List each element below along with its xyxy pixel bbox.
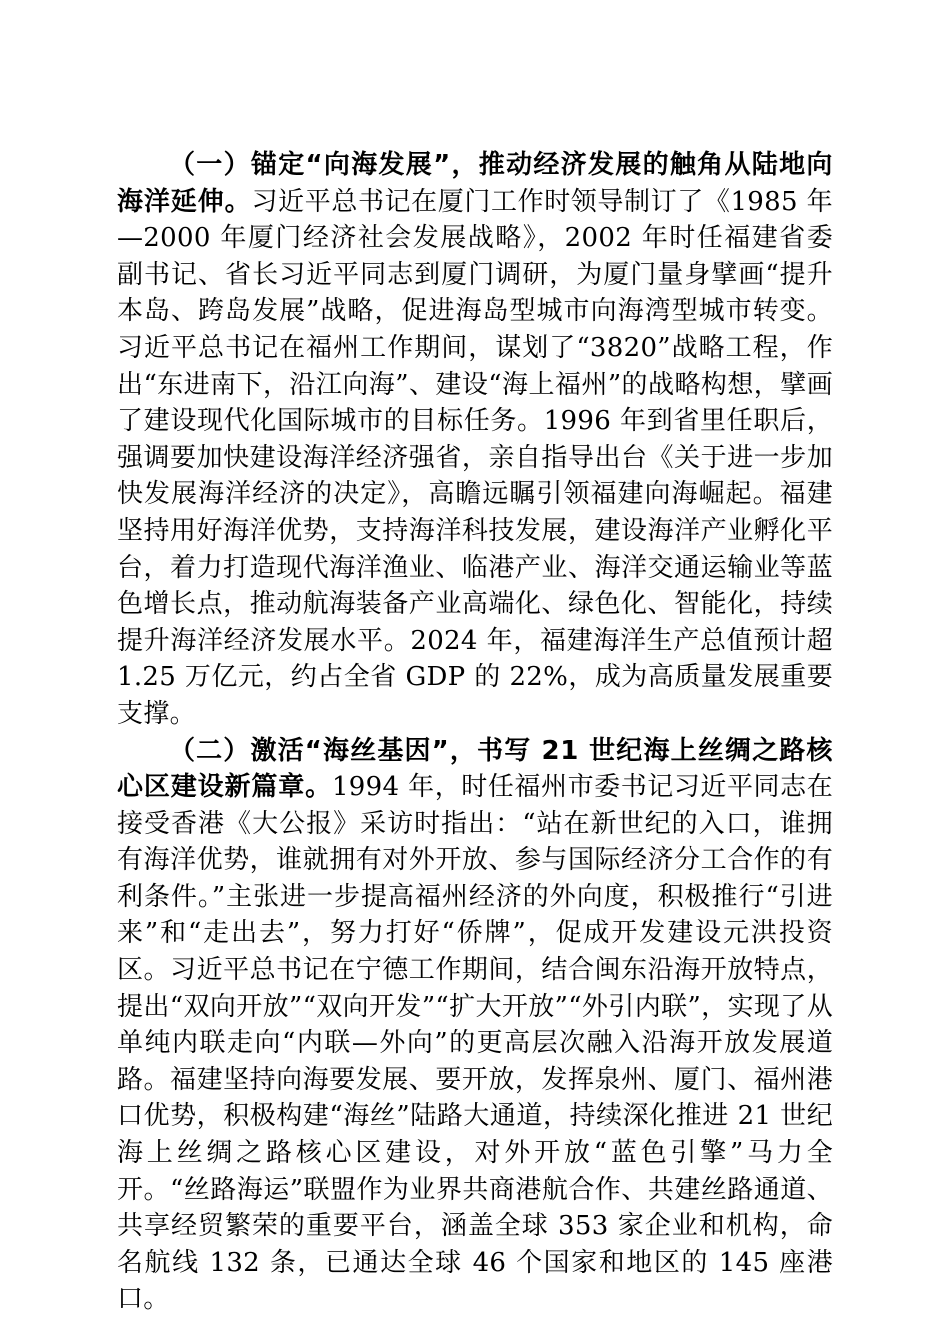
document-body (117, 147, 833, 1318)
paragraph-1 (117, 147, 833, 733)
paragraph-1-body: 习近平总书记在厦门工作时领导制订了《1985 年—2000 年厦门经济社会发展战略》，2002 年时任福建省委副书记、省长习近平同志到厦门调研，为厦门量身擘画“提升本岛、跨岛发展”战略，促进海岛型城市向海湾型城市转变。习近平总书记在福州工作期间，谋划了“3820”战略工程，作出“东进南下，沿江向海”、建设“海上福州”的战略构想，擘画了建设现代化国际城市的目标任务。1996 年到省里任职后，强调要加快建设海洋经济强省，亲自指导出台《关于进一步加快发展海洋经济的决定》，高瞻远瞩引领福建向海崛起。福建坚持用好海洋优势，支持海洋科技发展，建设海洋产业孵化平台，着力打造现代海洋渔业、临港产业、海洋交通运输业等蓝色增长点，推动航海装备产业高端化、绿色化、智能化，持续提升海洋经济发展水平。2024 年，福建海洋生产总值预计超 1.25 万亿元，约占全省 GDP 的 22%，成为高质量发展重要支撑。 (117, 186, 833, 729)
paragraph-2-body: 1994 年，时任福州市委书记习近平同志在接受香港《大公报》采访时指出：“站在新世纪的入口，谁拥有海洋优势，谁就拥有对外开放、参与国际经济分工合作的有利条件。”主张进一步提高福州经济的外向度，积极推行“引进来”和“走出去”，努力打好“侨牌”，促成开发建设元洪投资区。习近平总书记在宁德工作期间，结合闽东沿海开放特点，提出“双向开放”“双向开发”“扩大开放”“外引内联”，实现了从单纯内联走向“内联—外向”的更高层次融入沿海开放发展道路。福建坚持向海要发展、要开放，发挥泉州、厦门、福州港口优势，积极构建“海丝”陆路大通道，持续深化推进 21 世纪海上丝绸之路核心区建设，对外开放“蓝色引擎”马力全开。“丝路海运”联盟作为业界共商港航合作、共建丝路通道、共享经贸繁荣的重要平台，涵盖全球 353 家企业和机构，命名航线 132 条，已通达全球 46 个国家和地区的 145 座港口。 (117, 772, 833, 1315)
paragraph-1-heading: （一）锚定“向海发展”，推动经济发展的触角从陆地向海洋延伸。 (117, 150, 833, 217)
paragraph-2 (117, 733, 833, 1319)
paragraph-2-heading: （二）激活“海丝基因”，书写 21 世纪海上丝绸之路核心区建设新篇章。 (117, 735, 833, 803)
